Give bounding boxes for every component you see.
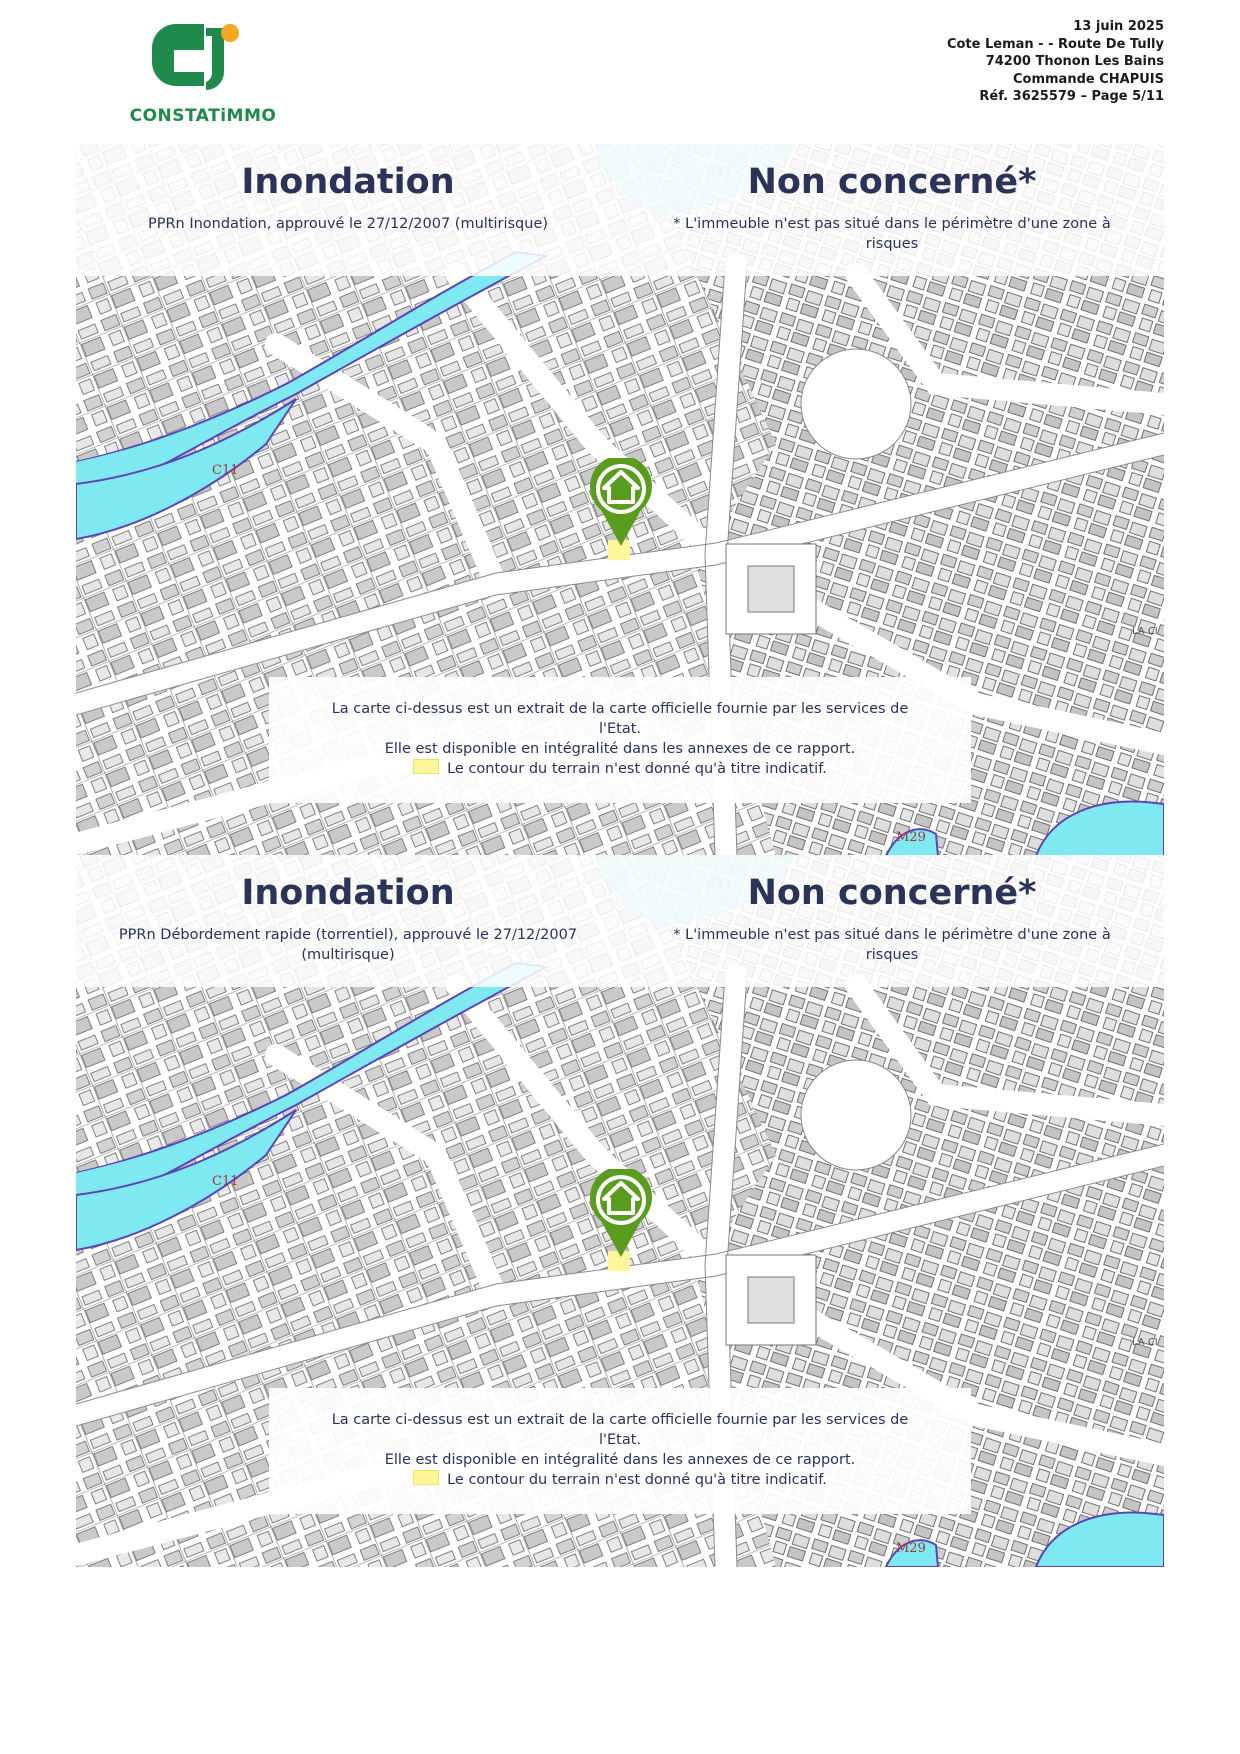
map-label-zone-d: LA CI (1132, 1337, 1158, 1348)
report-date: 13 juin 2025 (1073, 19, 1164, 34)
map-label-zone-b: M29 (896, 830, 926, 845)
parcel-legend-swatch (413, 759, 439, 774)
constatimmo-logo (118, 20, 288, 130)
disclaimer-line-3: Le contour du terrain n'est donné qu'à titre indicatif. (447, 1472, 827, 1488)
report-header-info (947, 18, 1164, 106)
disclaimer-line-3-wrap (269, 1470, 971, 1490)
risk-title: Inondation (241, 162, 455, 202)
logo-mark-icon (118, 20, 288, 106)
map-label-zone-a: C11 (212, 1174, 239, 1189)
parcel-legend-swatch (413, 1470, 439, 1485)
risk-status-note: * L'immeuble n'est pas situé dans le périmètre d'une zone à risques (673, 927, 1111, 963)
disclaimer-line-1: La carte ci-dessus est un extrait de la carte officielle fournie par les services de l'Etat. (331, 1412, 909, 1448)
risk-status: Non concerné* (747, 873, 1037, 913)
order-name: Commande CHAPUIS (1012, 71, 1164, 87)
risk-section-inondation-1 (76, 144, 1164, 856)
logo-text: CONSTATiMMO (129, 106, 277, 126)
disclaimer-line-2: Elle est disponible en intégralité dans les annexes de ce rapport. (384, 1452, 856, 1468)
address-line-1: Cote Leman - - Route De Tully (946, 36, 1164, 52)
risk-subtitle: PPRn Débordement rapide (torrentiel), approuvé le 27/12/2007 (multirisque) (118, 927, 578, 963)
reference-page: Réf. 3625579 – Page 5/11 (979, 89, 1164, 104)
map-disclaimer (269, 677, 971, 803)
address-line-2: 74200 Thonon Les Bains (985, 54, 1164, 69)
parcel-outline (608, 540, 630, 560)
map-label-zone-a: C11 (212, 463, 239, 478)
disclaimer-line-3: Le contour du terrain n'est donné qu'à titre indicatif. (447, 761, 827, 777)
map-label-zone-b: M29 (896, 1541, 926, 1556)
disclaimer-line-2: Elle est disponible en intégralité dans les annexes de ce rapport. (384, 741, 856, 757)
parcel-outline (608, 1251, 630, 1271)
disclaimer-line-3-wrap (269, 759, 971, 779)
risk-status-note: * L'immeuble n'est pas situé dans le périmètre d'une zone à risques (673, 216, 1111, 252)
risk-section-inondation-2 (76, 855, 1164, 1567)
map-label-zone-d: LA CI (1132, 626, 1158, 637)
risk-subtitle: PPRn Inondation, approuvé le 27/12/2007 (multirisque) (147, 216, 549, 232)
map-disclaimer (269, 1388, 971, 1514)
risk-status: Non concerné* (747, 162, 1037, 202)
risk-title: Inondation (241, 873, 455, 913)
disclaimer-line-1: La carte ci-dessus est un extrait de la carte officielle fournie par les services de l'Etat. (331, 701, 909, 737)
